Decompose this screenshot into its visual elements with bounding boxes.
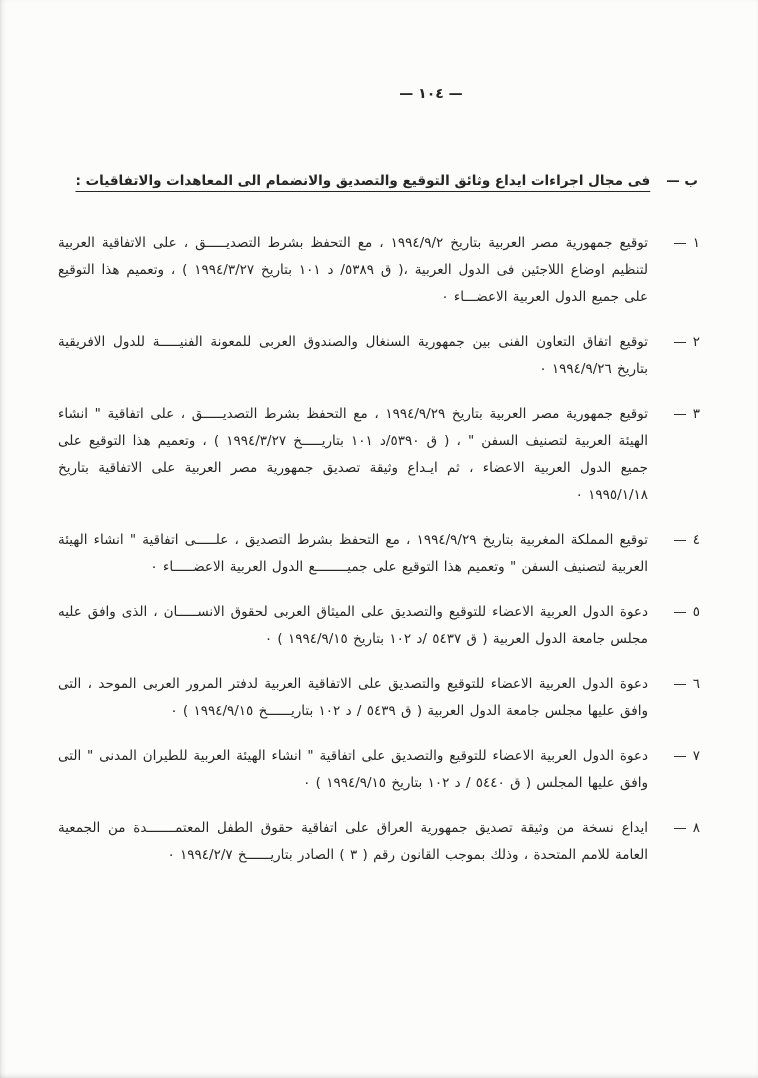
list-item	[58, 815, 700, 869]
item-marker	[648, 329, 700, 383]
item-marker	[648, 527, 700, 581]
item-dash: —	[673, 820, 687, 836]
item-number: ٥	[692, 604, 700, 620]
item-text: توقيع اتفاق التعاون الفنى بين جمهورية السنغال والصندوق العربى للمعونة الفنيـــــة للدول الافريقية بتاريخ ١٩٩٤/٩/٢٦ ٠	[58, 334, 648, 377]
item-marker	[648, 743, 700, 797]
item-marker	[648, 230, 700, 311]
item-number: ٧	[692, 748, 700, 764]
item-number: ٦	[692, 676, 700, 692]
item-text: توقيع جمهورية مصر العربية بتاريخ ١٩٩٤/٩/٢ ، مع التحفظ بشرط التصديـــــق ، على الاتفاقية العربية لتنظيم اوضاع اللاجئين فى الدول العربية ،( ق ٥٣٨٩/ د ١٠١ بتاريخ ١٩٩٤/٣/٢٧ ) ، وتعميم هذا التوقيع على جميع الدول العربية الاعضـــاء ٠	[58, 235, 648, 305]
item-number: ٨	[692, 820, 700, 836]
item-number: ١	[692, 235, 700, 251]
list-item	[58, 329, 700, 383]
item-dash: —	[673, 406, 687, 422]
item-dash: —	[673, 334, 687, 350]
item-dash: —	[673, 676, 687, 692]
item-dash: —	[673, 532, 687, 548]
item-dash: —	[673, 748, 687, 764]
section-title: فى مجال اجراءات ايداع وثائق التوقيع والتصديق والانضمام الى المعاهدات والاتفاقيات :	[75, 173, 651, 189]
item-marker	[648, 815, 700, 869]
item-text: توقيع جمهورية مصر العربية بتاريخ ١٩٩٤/٩/٢٩ ، مع التحفظ بشرط التصديـــــق ، على اتفاقية " انشاء الهيئة العربية لتصنيف السفن " ، ( ق ٥٣٩٠/د ١٠١ بتاريـــــخ ١٩٩٤/٣/٢٧ ) ، وتعميم هذا التوقيع على جميع الدول العربية الاعضاء ، ثم ايـداع وثيقة تصديق جمهورية مصر العربية على الاتفاقية بتاريخ ١٩٩٥/١/١٨ ٠	[58, 406, 648, 503]
section-header	[60, 168, 698, 194]
item-number: ٣	[692, 406, 700, 422]
item-text: دعوة الدول العربية الاعضاء للتوقيع والتصديق على الاتفاقية العربية لدفتر المرور العربى الموحد ، التى وافق عليها مجلس جامعة الدول العربية ( ق ٥٤٣٩ / د ١٠٢ بتاريــــــخ ١٩٩٤/٩/١٥ ) ٠	[58, 676, 648, 719]
item-text: دعوة الدول العربية الاعضاء للتوقيع والتصديق على اتفاقية " انشاء الهيئة العربية للطيران المدنى " التى وافق عليها المجلس ( ق ٥٤٤٠ / د ١٠٢ بتاريخ ١٩٩٤/٩/١٥ ) ٠	[58, 748, 648, 791]
item-text: ايداع نسخة من وثيقة تصديق جمهورية العراق على اتفاقية حقوق الطفل المعتمـــــــدة من الجمعية العامة للامم المتحدة ، وذلك بموجب القانون رقم ( ٣ ) الصادر بتاريــــــخ ١٩٩٤/٢/٧ ٠	[58, 820, 648, 863]
list-item	[58, 230, 700, 311]
list-item	[58, 671, 700, 725]
items-list	[58, 230, 700, 887]
item-dash: —	[673, 235, 687, 251]
item-dash: —	[673, 604, 687, 620]
item-marker	[648, 671, 700, 725]
item-number: ٤	[692, 532, 700, 548]
item-text: دعوة الدول العربية الاعضاء للتوقيع والتصديق على الميثاق العربى لحقوق الانســـــان ، الذى وافق عليه مجلس جامعة الدول العربية ( ق ٥٤٣٧ /د ١٠٢ بتاريخ ١٩٩٤/٩/١٥ ) ٠	[58, 604, 648, 647]
item-number: ٢	[692, 334, 700, 350]
item-marker	[648, 401, 700, 509]
item-marker	[648, 599, 700, 653]
list-item	[58, 599, 700, 653]
list-item	[58, 401, 700, 509]
list-item	[58, 743, 700, 797]
section-letter: ب —	[666, 173, 698, 189]
page-number: — ١٠٤ —	[399, 86, 463, 102]
item-text: توقيع المملكة المغربية بتاريخ ١٩٩٤/٩/٢٩ ، مع التحفظ بشرط التصديق ، علـــــى اتفاقية " انشاء الهيئة العربية لتصنيف السفن " وتعميم هذا التوقيع على جميــــــــع الدول العربية الاعضـــــاء ٠	[58, 532, 648, 575]
list-item	[58, 527, 700, 581]
